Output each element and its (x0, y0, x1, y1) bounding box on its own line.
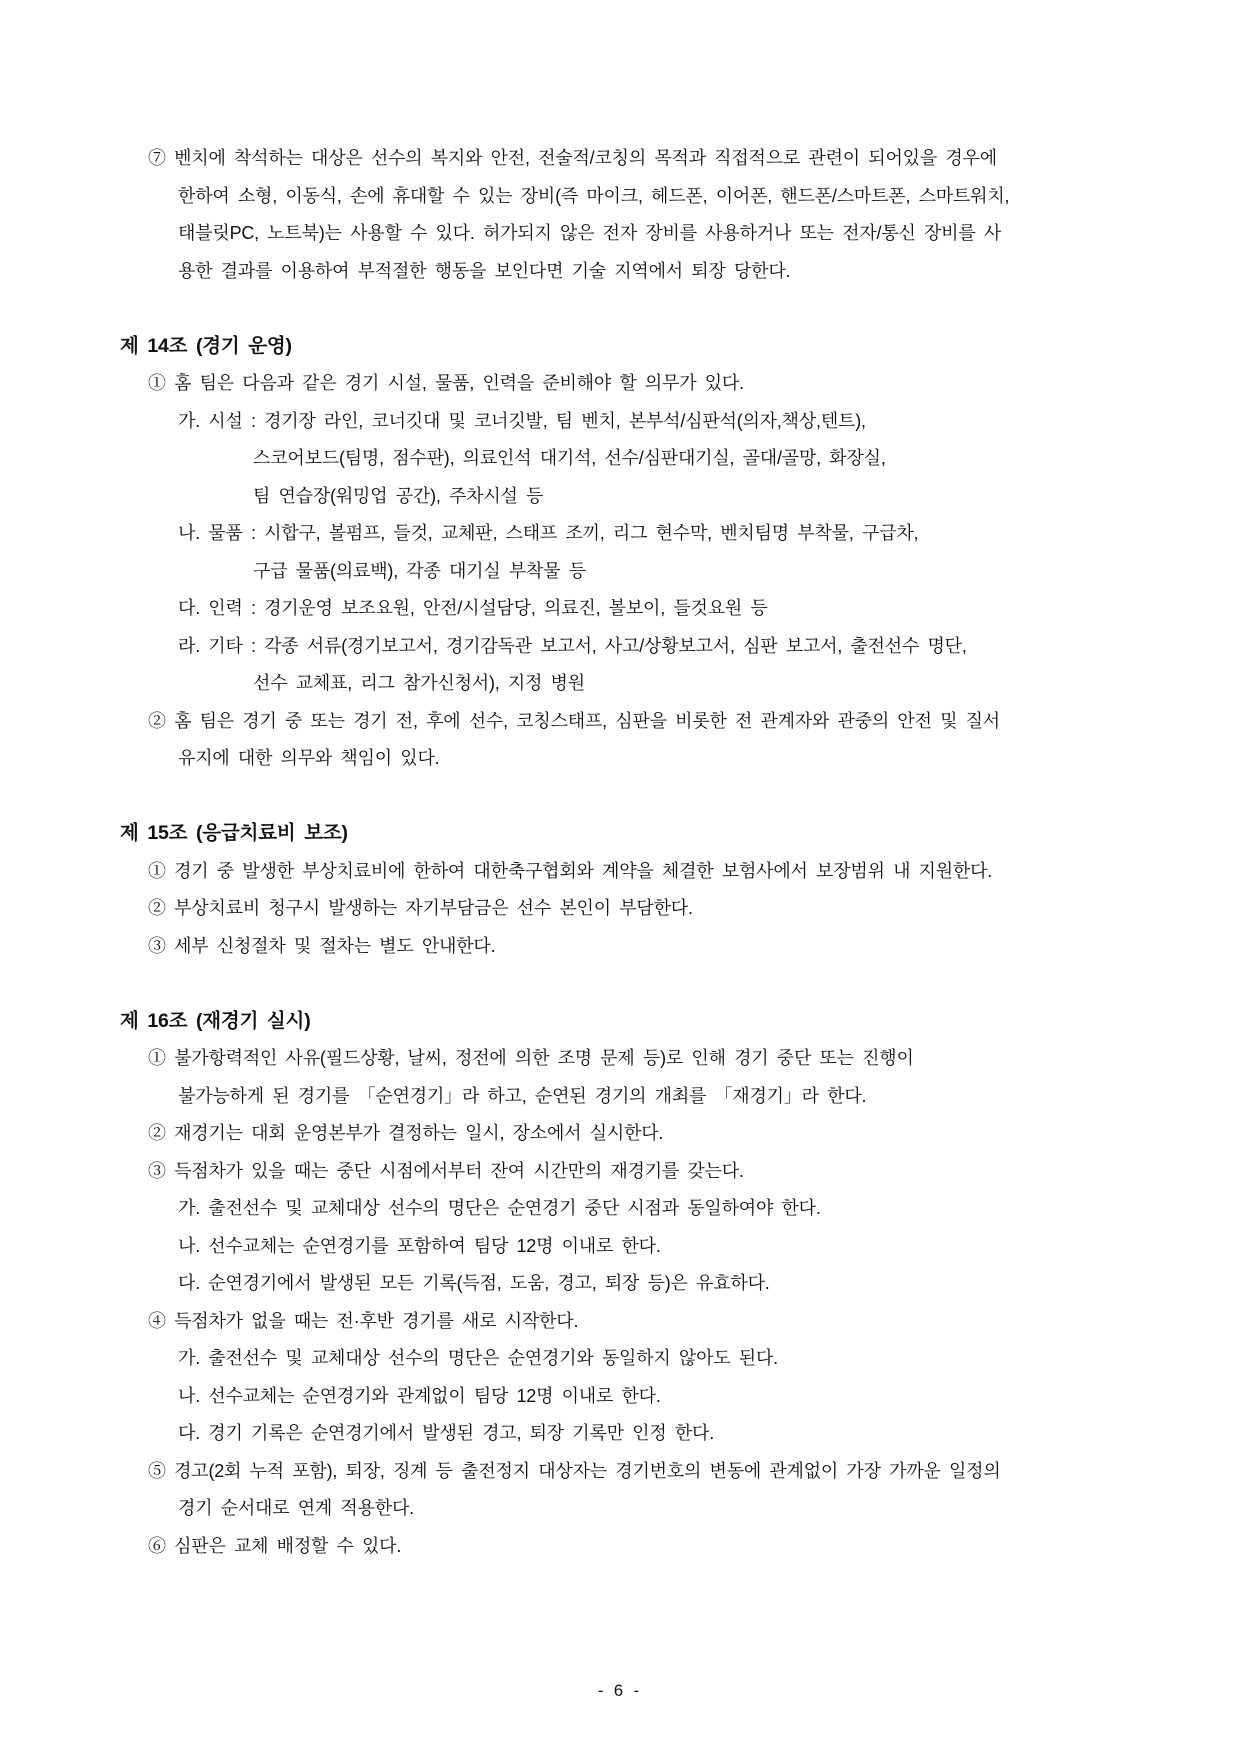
intro-item-7-line: 한하여 소형, 이동식, 손에 휴대할 수 있는 장비(즉 마이크, 헤드폰, 이어폰, 핸드폰/스마트폰, 스마트워치, (178, 185, 1010, 206)
article-14-line: 선수 교체표, 리그 참가신청서), 지정 병원 (253, 673, 585, 693)
page-number: - 6 - (597, 1682, 643, 1700)
intro-item-7-line: 용한 결과를 이용하여 부적절한 행동을 보인다면 기술 지역에서 퇴장 당한다. (178, 260, 791, 281)
article-15-line: ① 경기 중 발생한 부상치료비에 한하여 대한축구협회와 계약을 체결한 보험사에서 보장범위 내 지원한다. (148, 860, 993, 881)
article-14-line: ① 홈 팀은 다음과 같은 경기 시설, 물품, 인력을 준비해야 할 의무가 있다. (148, 373, 744, 393)
article-14-line: 라. 기타 : 각종 서류(경기보고서, 경기감독관 보고서, 사고/상황보고서, 심판 보고서, 출전선수 명단, (178, 635, 967, 656)
article-15-heading: 제 15조 (응급치료비 보조) (120, 822, 348, 844)
article-16-line: ⑥ 심판은 교체 배정할 수 있다. (148, 1535, 402, 1556)
article-14-line: 구급 물품(의료백), 각종 대기실 부착물 등 (253, 560, 586, 581)
article-16-line: 경기 순서대로 연계 적용한다. (178, 1498, 414, 1518)
article-14-line: 팀 연습장(워밍업 공간), 주차시설 등 (253, 485, 544, 506)
intro-item-7-line: ⑦ 벤치에 착석하는 대상은 선수의 복지와 안전, 전술적/코칭의 목적과 직접적으로 관련이 되어있을 경우에 (148, 148, 997, 168)
article-16-line: ① 불가항력적인 사유(필드상황, 날씨, 정전에 의한 조명 문제 등)로 인해 경기 중단 또는 진행이 (148, 1048, 914, 1068)
article-16-line: ⑤ 경고(2회 누적 포함), 퇴장, 징계 등 출전정지 대상자는 경기번호의 변동에 관계없이 가장 가까운 일정의 (148, 1460, 1001, 1481)
article-14-heading: 제 14조 (경기 운영) (120, 334, 292, 357)
article-14-line: 스코어보드(팀명, 점수판), 의료인석 대기석, 선수/심판대기실, 골대/골망, 화장실, (253, 448, 886, 468)
article-14-line: 다. 인력 : 경기운영 보조요원, 안전/시설담당, 의료진, 볼보이, 들것요원 등 (178, 598, 768, 618)
article-16-line: 다. 경기 기록은 순연경기에서 발생된 경고, 퇴장 기록만 인정 한다. (178, 1423, 714, 1443)
article-16-line: ② 재경기는 대회 운영본부가 결정하는 일시, 장소에서 실시한다. (148, 1123, 664, 1143)
article-16-line: 불가능하게 된 경기를 「순연경기」라 하고, 순연된 경기의 개최를 「재경기」라 한다. (178, 1085, 867, 1106)
article-15-line: ② 부상치료비 청구시 발생하는 자기부담금은 선수 본인이 부담한다. (148, 898, 693, 918)
article-16-line: ③ 득점차가 있을 때는 중단 시점에서부터 잔여 시간만의 재경기를 갖는다. (148, 1160, 744, 1181)
article-14-line: 가. 시설 : 경기장 라인, 코너깃대 및 코너깃발, 팀 벤치, 본부석/심판석(의자,책상,텐트), (178, 410, 866, 431)
article-15-line: ③ 세부 신청절차 및 절차는 별도 안내한다. (148, 935, 496, 956)
article-16-line: 가. 출전선수 및 교체대상 선수의 명단은 순연경기와 동일하지 않아도 된다. (178, 1348, 778, 1368)
article-16-heading: 제 16조 (재경기 실시) (120, 1009, 311, 1032)
article-14-line: 유지에 대한 의무와 책임이 있다. (178, 748, 440, 768)
intro-item-7-line: 태블릿PC, 노트북)는 사용할 수 있다. 허가되지 않은 전자 장비를 사용하거나 또는 전자/통신 장비를 사 (178, 223, 1002, 243)
article-16-line: ④ 득점차가 없을 때는 전·후반 경기를 새로 시작한다. (148, 1310, 579, 1331)
article-16-line: 나. 선수교체는 순연경기와 관계없이 팀당 12명 이내로 한다. (178, 1385, 661, 1406)
article-16-line: 가. 출전선수 및 교체대상 선수의 명단은 순연경기 중단 시점과 동일하여야 한다. (178, 1198, 821, 1218)
article-14-line: ② 홈 팀은 경기 중 또는 경기 전, 후에 선수, 코칭스태프, 심판을 비롯한 전 관계자와 관중의 안전 및 질서 (148, 710, 1000, 731)
article-14-line: 나. 물품 : 시합구, 볼펌프, 들것, 교체판, 스태프 조끼, 리그 현수막, 벤치팀명 부착물, 구급차, (178, 523, 919, 543)
article-16-line: 다. 순연경기에서 발생된 모든 기록(득점, 도움, 경고, 퇴장 등)은 유효하다. (178, 1273, 770, 1293)
article-16-line: 나. 선수교체는 순연경기를 포함하여 팀당 12명 이내로 한다. (178, 1235, 661, 1256)
